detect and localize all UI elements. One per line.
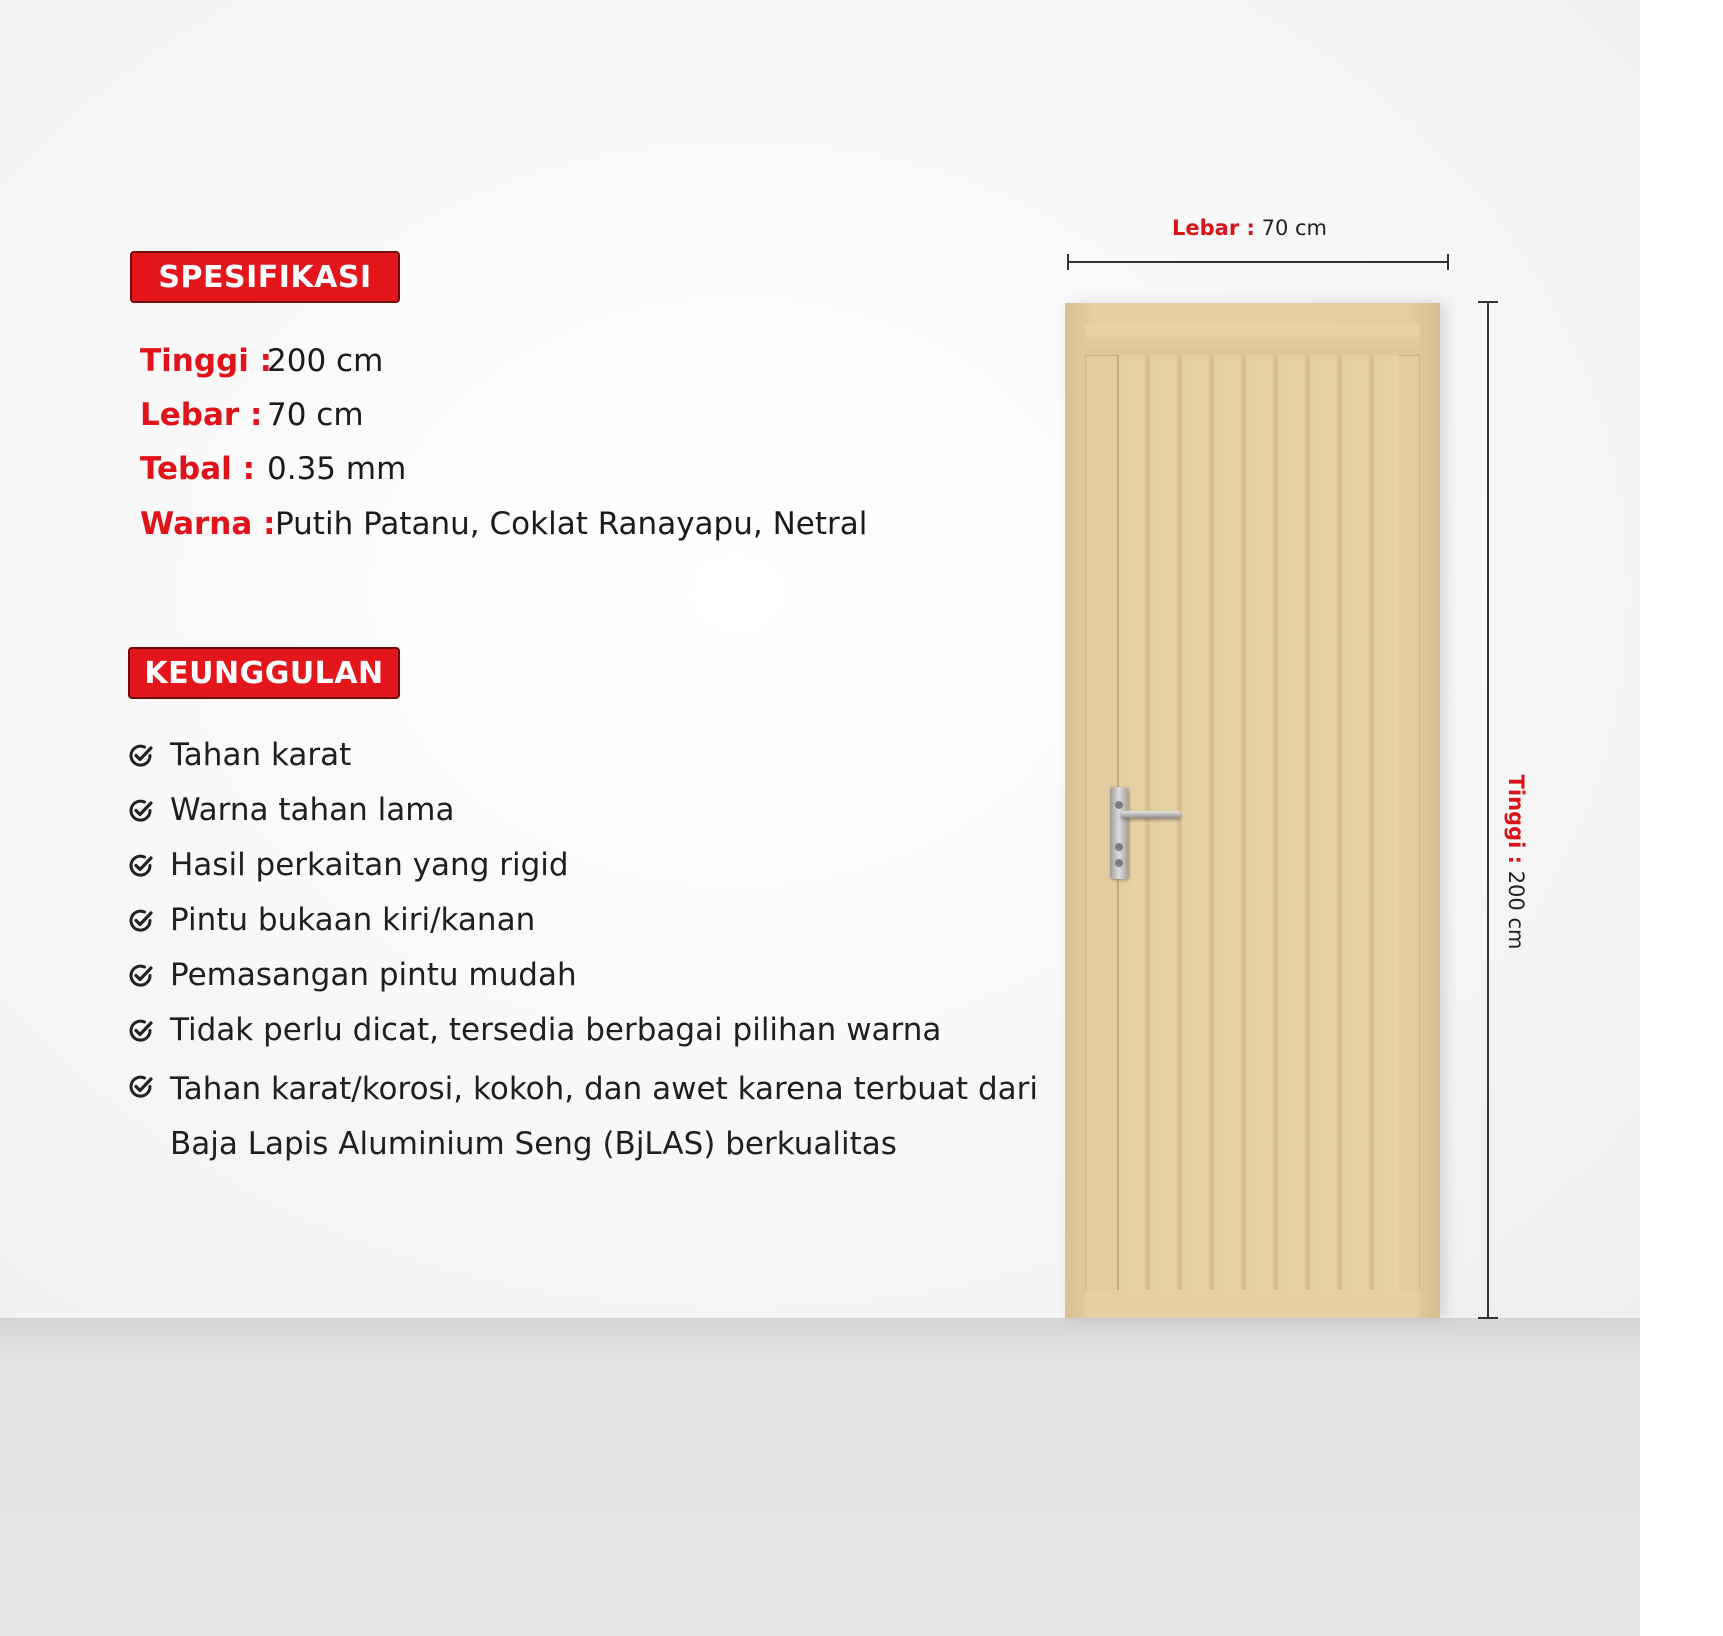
spec-label: Tinggi : — [140, 343, 273, 379]
check-circle-icon — [128, 853, 154, 879]
spec-row-color — [140, 506, 867, 542]
floor-background — [0, 1318, 1640, 1636]
height-dimension-key: Tinggi : — [1504, 774, 1528, 864]
door-handle-plate — [1110, 787, 1128, 879]
door-bottom-rail — [1085, 1290, 1420, 1318]
spec-row-height — [140, 343, 383, 379]
spec-value: 200 cm — [267, 343, 384, 379]
door-panel — [1117, 355, 1399, 1292]
door-frame — [1065, 303, 1440, 1318]
spec-value: Putih Patanu, Coklat Ranayapu, Netral — [275, 506, 868, 542]
spec-label: Warna : — [140, 506, 276, 542]
check-circle-icon — [128, 1074, 154, 1100]
features-section-title: KEUNGGULAN — [128, 647, 400, 699]
spec-row-width — [140, 397, 364, 433]
spec-label: Tebal : — [140, 451, 255, 487]
spec-value: 70 cm — [267, 397, 364, 433]
width-dimension-line — [1060, 252, 1450, 272]
feature-item — [128, 845, 1050, 885]
door-handle-icon — [1121, 811, 1181, 818]
door-leaf — [1085, 325, 1420, 1318]
feature-item — [128, 1010, 1050, 1050]
feature-text: Hasil perkaitan yang rigid — [170, 847, 569, 883]
spec-value: 0.35 mm — [267, 451, 407, 487]
height-dimension-value: 200 cm — [1504, 870, 1528, 950]
width-dimension-value: 70 cm — [1261, 216, 1327, 240]
feature-text: Warna tahan lama — [170, 792, 455, 828]
check-circle-icon — [128, 908, 154, 934]
spec-section-title: SPESIFIKASI — [130, 251, 400, 303]
feature-item — [128, 955, 1050, 995]
feature-item — [128, 900, 1050, 940]
height-dimension-label — [1504, 772, 1528, 952]
feature-item — [128, 1062, 1050, 1172]
spec-row-thickness — [140, 451, 406, 487]
right-margin — [1640, 0, 1723, 1636]
check-circle-icon — [128, 743, 154, 769]
height-dimension-line — [1476, 298, 1500, 1322]
feature-item — [128, 735, 1050, 775]
feature-text: Tidak perlu dicat, tersedia berbagai pilihan warna — [170, 1012, 942, 1048]
check-circle-icon — [128, 1018, 154, 1044]
feature-text: Pemasangan pintu mudah — [170, 957, 577, 993]
feature-text: Tahan karat — [170, 737, 352, 773]
check-circle-icon — [128, 798, 154, 824]
feature-text: Pintu bukaan kiri/kanan — [170, 902, 536, 938]
door-top-rail — [1085, 325, 1420, 356]
width-dimension-label — [1172, 216, 1327, 240]
spec-label: Lebar : — [140, 397, 263, 433]
width-dimension-key: Lebar : — [1172, 216, 1255, 240]
feature-item — [128, 790, 1050, 830]
check-circle-icon — [128, 963, 154, 989]
feature-text: Tahan karat/korosi, kokoh, dan awet karena terbuat dari Baja Lapis Aluminium Seng (BjLAS) berkualitas — [170, 1071, 1038, 1162]
